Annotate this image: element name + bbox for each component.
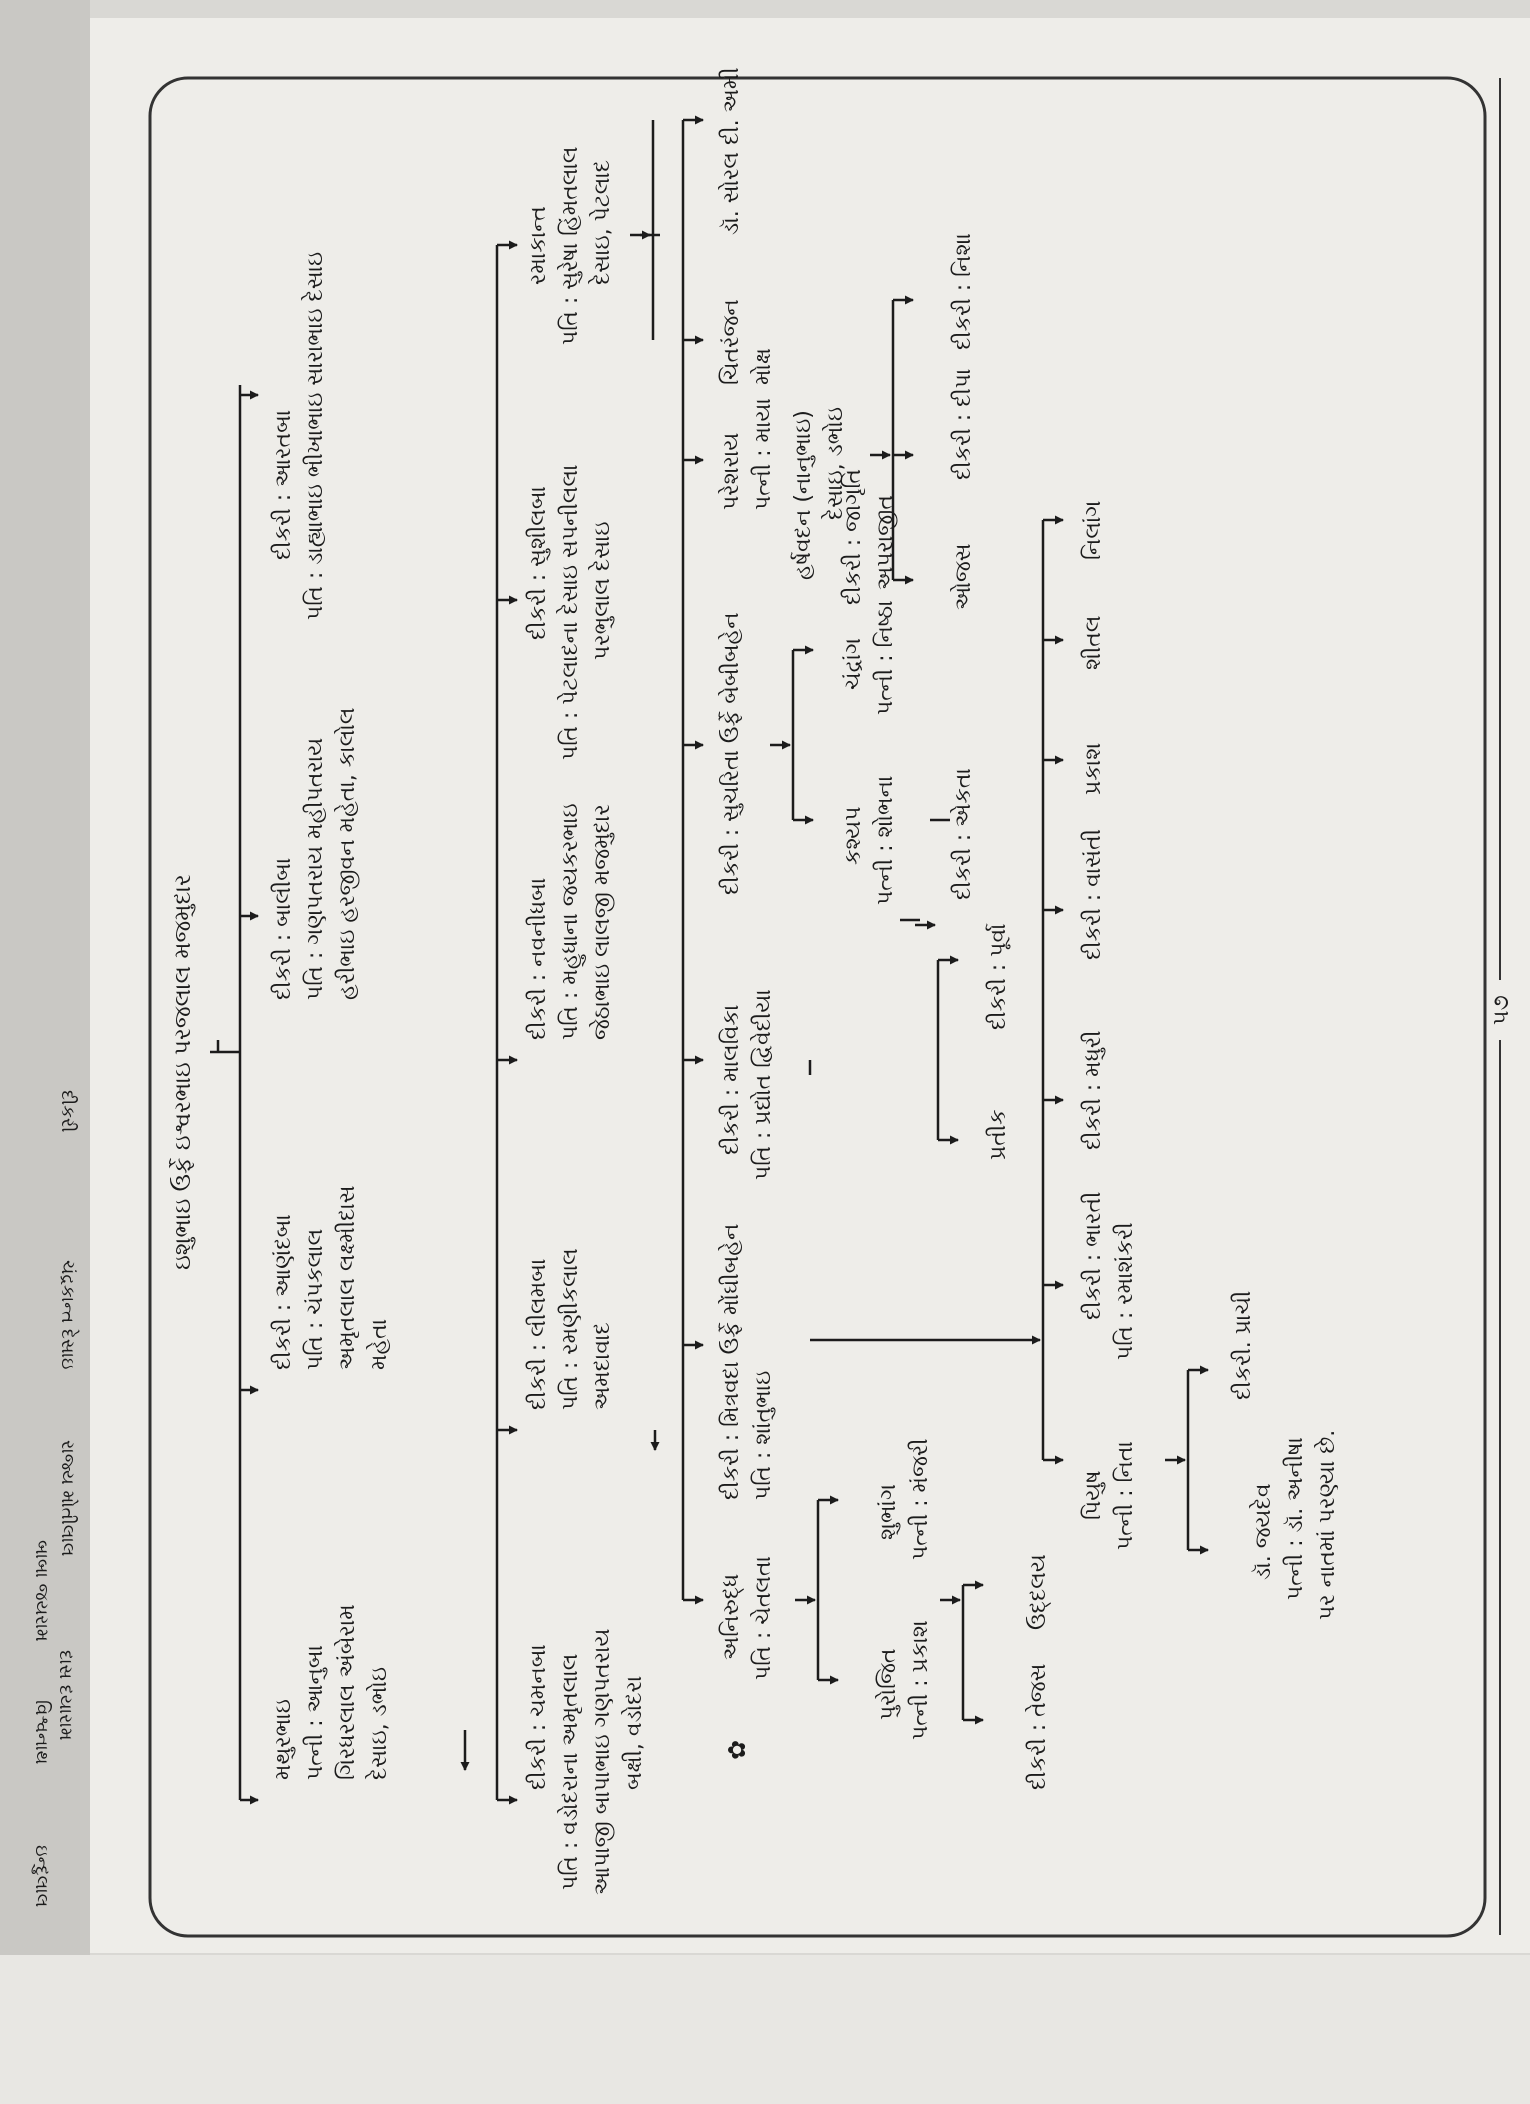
gen4-line: અનિરુદ્ધ	[719, 1573, 744, 1660]
flower-icon: ✿	[723, 1739, 751, 1760]
gen3-line: રમાકાન્ત	[526, 206, 551, 285]
gen6-line: પત્ની : ડૉ. અનીષા	[1283, 1437, 1308, 1600]
gen5-line: પત્ની : નિષ્ઠા	[873, 600, 898, 715]
gen4-line: મોક્ષ	[751, 347, 776, 385]
gen2-line: દેસાઇ, ડભોઇ	[367, 1667, 392, 1780]
left-strip-line: વિશ્વનાથ	[31, 1700, 52, 1765]
gen6-line: પર નાતમાં પરણ્યા છે.	[1315, 1429, 1340, 1620]
gen6-line: દીકરી : એકતા	[951, 768, 976, 900]
gen2-line: મથુરભાઇ	[271, 1699, 296, 1780]
left-strip-text	[31, 1090, 79, 1907]
gen5-line: દીકરી : નિશા	[951, 233, 976, 350]
gen5-line: કશ્યપ	[841, 806, 866, 865]
gen4-line: દીકરી : સુચરિતા ઉર્ફે બેબીબહેન	[719, 612, 744, 895]
left-strip-line: દાસ દયારામ	[55, 1650, 76, 1741]
gen5-line: પત્ની : મંજરી	[908, 1438, 933, 1560]
gen3-line: પતિ : સુરેષા હિંમતલાલ	[558, 146, 583, 345]
gen2-line: પતિ : ચંપકલાલ	[303, 1228, 328, 1370]
gen5-line: નિલાંગ	[1081, 500, 1106, 560]
gen4-line: દેસાઇ, ડભોઇ	[823, 407, 848, 520]
gen3-line: દીકરી : ચમનબા	[526, 1644, 551, 1790]
left-strip-line: રાજ્ય મોતીલાલ	[57, 1440, 78, 1557]
gen6-line: દીકરી. પ્રાચી	[1231, 1290, 1256, 1400]
gen2-line: દીકરી : આણંદબા	[271, 1214, 296, 1370]
gen5-line: ઓજસ	[951, 543, 976, 610]
gen2-line: હરીભાઇ હરજીવન મહેતા, કાલોલ	[335, 707, 360, 1000]
gen3-line: આપાજી બાપાભાઇ ગણપતરાય	[590, 1628, 615, 1895]
gen5-line: દીકરી : દીપા	[951, 368, 976, 480]
gen4-line: દીકરી : માલવિકા	[719, 1004, 744, 1155]
gen5-line: પત્ની : નિતા	[1113, 1441, 1138, 1550]
gen3-line: અમદાવાદ	[590, 1322, 615, 1410]
gen6-line: દીકરી : તેજસ	[1026, 1663, 1051, 1790]
gen3-line: દીકરી : સુશીલબા	[526, 486, 551, 640]
gen2-line: દીકરી : બાલીબા	[271, 857, 296, 1000]
gen4-line: પતિ : ચેતલતા	[751, 1555, 776, 1680]
gen5-line: દીકરી : જાગૃતિ	[841, 469, 866, 605]
gen3-line: બક્ષી, વડોદરા	[622, 1675, 647, 1790]
page-number: ૫૭	[1489, 995, 1514, 1025]
gen2-line: અમૃતલાલ લક્ષ્મીદાસ	[335, 1185, 360, 1370]
gen6-line: ડૉ. જયદેવ	[1251, 1483, 1276, 1580]
gen3-line: પતિ : વડોદરાના અમૃતલાલ	[558, 1653, 583, 1890]
gen5-line: અપરાજીત	[873, 495, 898, 590]
gen6-nodes	[950, 768, 1340, 1790]
gen5-line: દીકરી : ભારતી	[1081, 1191, 1106, 1320]
gen2-line: દીકરી : આરતબા	[271, 409, 296, 560]
gen2-line: મહેતા	[367, 1318, 392, 1370]
gen2-line: પતિ : ગણપતરાય મહીપતરાય	[303, 737, 328, 1000]
gen4-line: પતિ : પ્રદ્યોત દ્વિવેદીયા	[751, 989, 776, 1180]
gen3-line: દેસાઇ, પેટલાદ	[590, 159, 615, 285]
gen5-line: પુરોજિત	[876, 1648, 901, 1720]
gen5-line: પત્ની : પ્રકાશ	[908, 1620, 933, 1740]
gen2-line: ગિરધરલાલ અંબેરામ	[335, 1604, 360, 1780]
gen4-line: હર્ષવદન (નાનુભાઇ)	[791, 410, 816, 580]
gen3-line: દીકરી : લીલમબા	[526, 1258, 551, 1410]
left-strip-line: બાબા જયરામ	[31, 1540, 52, 1642]
gen3-line: પરભુલાલ દેસાઇ	[590, 521, 615, 660]
gen6-line: પ્રતીક	[986, 1109, 1011, 1160]
gen5-line: ચંદ્રાંગ	[841, 637, 866, 690]
gen4-line: પત્ની : માયા	[751, 398, 776, 510]
gen5-line: શીતલ	[1081, 615, 1106, 670]
gen5-line: દીકરી : વાસંતી	[1081, 829, 1106, 960]
gen3-line: જેઠાભાઇ લાલજી મજમુદાર	[590, 804, 615, 1040]
root-name: ઇશુભાઇ ઉર્ફે ઇશ્વરભાઇ પરજલાલ મજમુદાર	[170, 874, 196, 1270]
gen2-line: પતિ : ડાહ્યાભાઇ ભીખાભાઇ સારાભાઇ દેસાઇ	[303, 251, 328, 620]
gen5-line: પતિ : રમાશંકરી	[1113, 1222, 1138, 1360]
gen3-line: દીકરી : નવનીધબા	[526, 877, 551, 1040]
gen5-line: દીકરી : મધુરી	[1081, 1030, 1106, 1150]
gen4-line: પરેશરાય	[719, 432, 744, 510]
gen3-nodes	[526, 147, 647, 1896]
gen5-line: પ્રકાશ	[1081, 742, 1106, 795]
gen5-line: પિયુષ	[1081, 1470, 1106, 1520]
gen5-line: શુભાંગ	[876, 1483, 901, 1540]
gen3-line: પતિ : પેટલાદના દેસાઇ સપનીલલા	[558, 464, 583, 760]
gen5-line: પત્ની : શોભના	[873, 775, 898, 905]
gen2-nodes	[271, 252, 392, 1780]
gen4-line: પતિ : શાંતુભાઇ	[751, 1370, 776, 1500]
left-strip-line: દીકરી	[57, 1090, 78, 1133]
gen2-line: પત્ની : આનુબા	[303, 1645, 328, 1780]
gen4-line: દીકરી : મિત્રવદા ઉર્ફે મોંઘીબહેન	[719, 1223, 744, 1500]
gen4-nodes	[718, 67, 848, 1680]
gen4-line: ચિતરંજન	[719, 299, 744, 385]
gen6-line: ઉદ્દલય	[1026, 1554, 1051, 1630]
gen3-line: પતિ : મહુધાના જયકરભાઇ	[558, 803, 583, 1040]
gen4-line: ડૉ. સોરલ દી. અમી	[719, 67, 744, 235]
gen6-line: દીકરી : પૂર્વા	[986, 923, 1011, 1030]
gen3-line: પતિ : રમણીકલાલ	[558, 1248, 583, 1410]
left-strip-line: ઇન્દુલાલ	[31, 1845, 52, 1908]
left-strip-line: ચંદ્રકાન્ત દેસાઇ	[57, 1260, 78, 1370]
